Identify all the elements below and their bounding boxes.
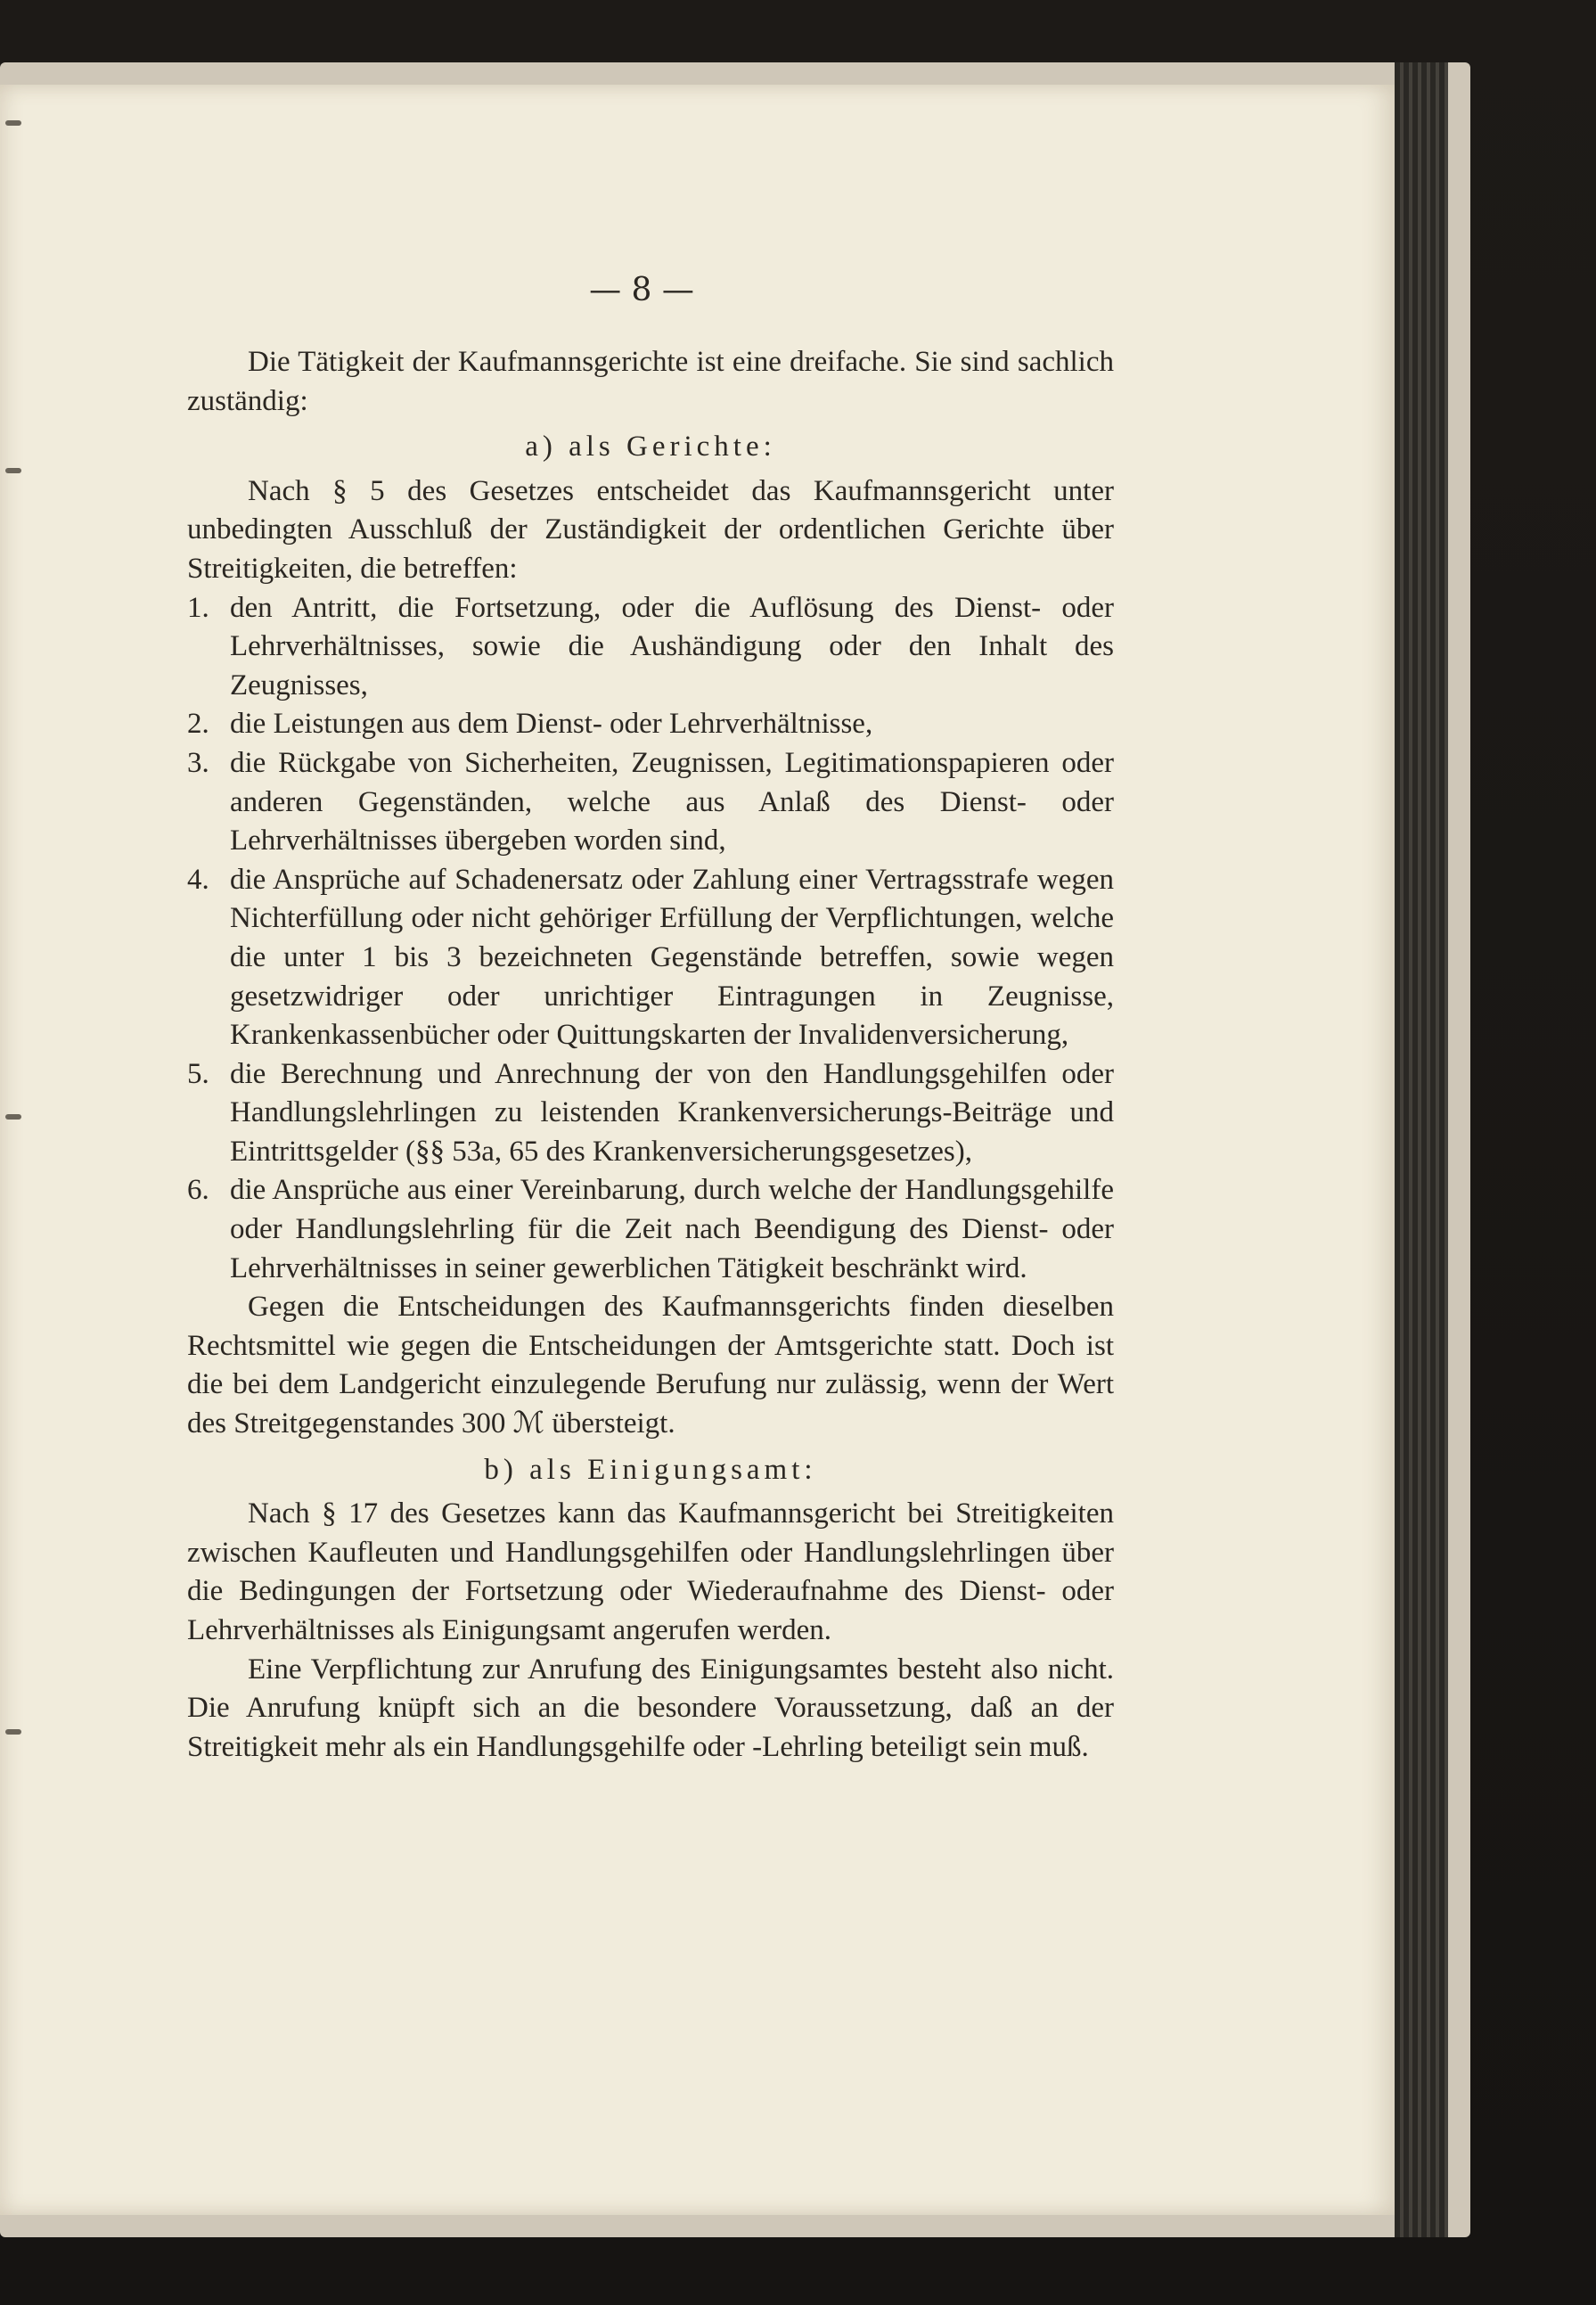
- binding-thread-mark: [5, 1114, 21, 1120]
- list-item-text: die Rückgabe von Sicherheiten, Zeugnissen, Legitimationspapieren oder anderen Gegenständen, welche aus Anlaß des Dienst- oder Lehrverhältnisses übergeben worden sind,: [230, 746, 1114, 857]
- book-spine: [1395, 62, 1448, 2237]
- list-item-text: den Antritt, die Fortsetzung, oder die Auflösung des Dienst- oder Lehrverhältnisses, sowie die Aushändigung oder den Inhalt des Zeugnisses,: [230, 591, 1114, 701]
- list-item: [187, 744, 1114, 861]
- section-b-paragraph-2: Eine Verpflichtung zur Anrufung des Einigungsamtes besteht also nicht. Die Anrufung knüpft sich an die besondere Voraussetzung, daß an der Streitigkeit mehr als ein Handlungsgehilfe oder -Lehrling beteiligt sein muß.: [187, 1653, 1114, 1763]
- list-item: [187, 1055, 1114, 1172]
- list-item: [187, 705, 1114, 744]
- list-item-number: 4.: [187, 863, 209, 896]
- list-item-text: die Berechnung und Anrechnung der von den Handlungsgehilfen oder Handlungslehrlingen zu leistenden Krankenversicherungs-Beiträge und Eintrittsgelder (§§ 53a, 65 des Krankenversicherungsgesetzes),: [230, 1057, 1114, 1168]
- binding-thread-mark: [5, 120, 21, 126]
- list-item-number: 6.: [187, 1174, 209, 1207]
- list-item-number: 2.: [187, 708, 209, 741]
- intro-paragraph: Die Tätigkeit der Kaufmannsgerichte ist eine dreifache. Sie sind sachlich zuständig:: [187, 346, 1114, 417]
- appeal-paragraph: Gegen die Entscheidungen des Kaufmannsgerichts finden dieselben Rechtsmittel wie gegen die Entscheidungen der Amtsgerichte statt. Doch ist die bei dem Landgericht einzulegende Berufung nur zulässig, wenn der Wert des Streitgegenstandes 300 ℳ übersteigt.: [187, 1291, 1114, 1440]
- jurisdiction-list: [187, 589, 1114, 1289]
- section-a-intro: Nach § 5 des Gesetzes entscheidet das Kaufmannsgericht unter unbedingten Ausschluß der Zuständigkeit der ordentlichen Gerichte über Streitigkeiten, die betreffen:: [187, 474, 1114, 585]
- page-body: [187, 343, 1114, 1767]
- list-item-text: die Leistungen aus dem Dienst- oder Lehrverhältnisse,: [230, 708, 873, 741]
- list-item-number: 3.: [187, 746, 209, 779]
- list-item-text: die Ansprüche auf Schadenersatz oder Zahlung einer Vertragsstrafe wegen Nichterfüllung oder nicht gehöriger Erfüllung der Verpflichtungen, welche die unter 1 bis 3 bezeichneten Gegenstände betreffen, sowie wegen gesetzwidriger oder unrichtiger Eintragungen in Zeugnisse, Krankenkassenbücher oder Quittungskarten der Invalidenversicherung,: [230, 863, 1114, 1052]
- list-item: [187, 1171, 1114, 1288]
- page-number: — 8 —: [589, 272, 694, 308]
- list-item-number: 5.: [187, 1057, 209, 1090]
- list-item-text: die Ansprüche aus einer Vereinbarung, durch welche der Handlungsgehilfe oder Handlungslehrling für die Zeit nach Beendigung des Dienst- oder Lehrverhältnisses in seiner gewerblichen Tätigkeit beschränkt wird.: [230, 1174, 1114, 1284]
- list-item: [187, 861, 1114, 1055]
- list-item: [187, 589, 1114, 706]
- binding-thread-mark: [5, 1729, 21, 1735]
- section-a-heading: a) als Gerichte:: [525, 431, 776, 463]
- section-b-heading: b) als Einigungsamt:: [484, 1453, 817, 1486]
- book-page: [0, 85, 1395, 2215]
- list-item-number: 1.: [187, 591, 209, 624]
- binding-thread-mark: [5, 468, 21, 473]
- section-b-paragraph-1: Nach § 17 des Gesetzes kann das Kaufmannsgericht bei Streitigkeiten zwischen Kaufleuten und Handlungsgehilfen oder Handlungslehrlingen über die Bedingungen der Fortsetzung oder Wiederaufnahme des Dienst- oder Lehrverhältnisses als Einigungsamt angerufen werden.: [187, 1497, 1114, 1646]
